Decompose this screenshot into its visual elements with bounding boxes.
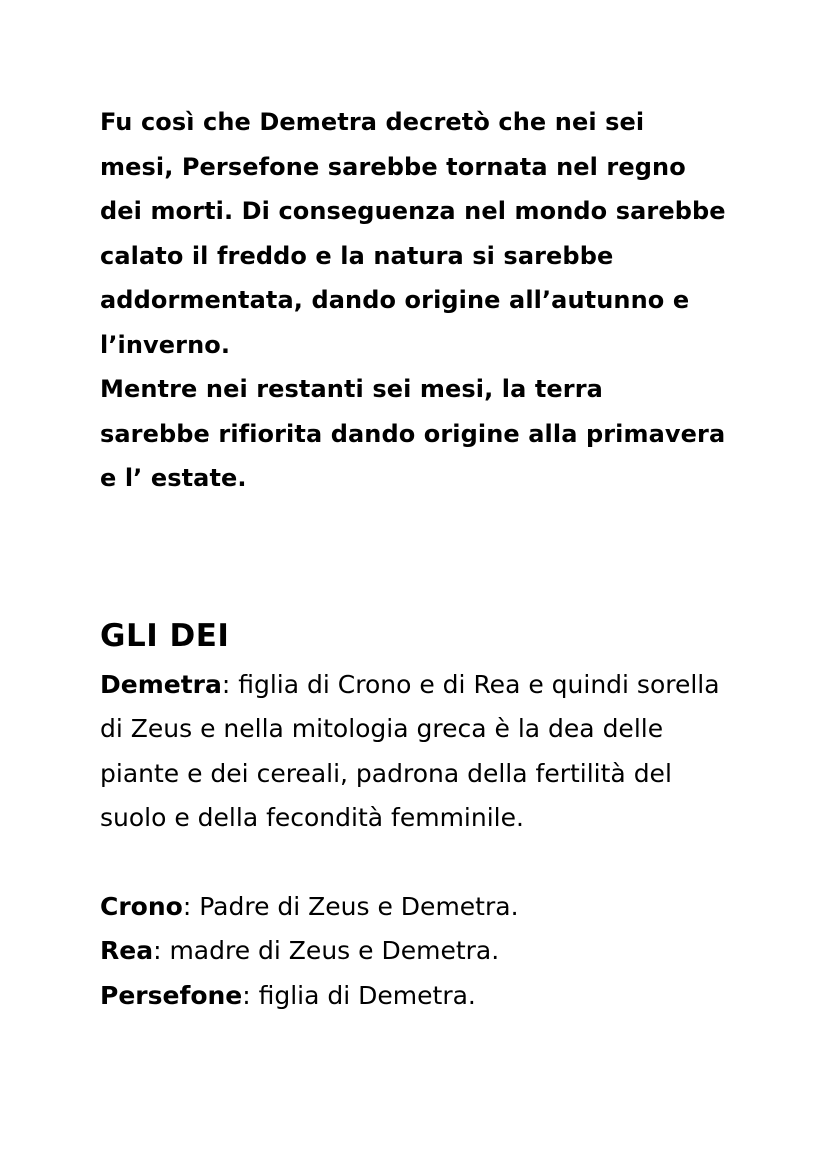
definition-gap bbox=[100, 841, 750, 885]
story-paragraph-2 bbox=[100, 367, 750, 501]
story-line: Mentre nei restanti sei mesi, la terra bbox=[100, 375, 603, 403]
definition-line bbox=[100, 974, 750, 1019]
definition-text: : figlia di Crono e di Rea e quindi sorella bbox=[221, 669, 720, 699]
definition-crono bbox=[100, 885, 750, 930]
definition-line bbox=[100, 929, 750, 974]
term-demetra: Demetra bbox=[100, 669, 222, 699]
definition-line bbox=[100, 885, 750, 930]
section-spacer bbox=[100, 501, 750, 613]
story-line: calato il freddo e la natura si sarebbe bbox=[100, 241, 614, 270]
story-text bbox=[100, 100, 750, 501]
story-paragraph-1 bbox=[100, 100, 750, 367]
story-line: l’inverno. bbox=[100, 330, 231, 359]
term-rea: Rea bbox=[100, 936, 154, 965]
definition-line: di Zeus e nella mitologia greca è la dea delle bbox=[100, 714, 664, 743]
term-persefone: Persefone bbox=[100, 980, 243, 1010]
definition-text: : figlia di Demetra. bbox=[242, 980, 476, 1010]
definition-demetra bbox=[100, 663, 750, 841]
definition-persefone bbox=[100, 974, 750, 1019]
story-line: addormentata, dando origine all’autunno e bbox=[100, 286, 690, 314]
definition-line: suolo e della fecondità femminile. bbox=[100, 803, 524, 832]
definition-text: : madre di Zeus e Demetra. bbox=[153, 936, 500, 965]
document-page bbox=[100, 100, 750, 1018]
definition-text: : Padre di Zeus e Demetra. bbox=[182, 891, 519, 921]
term-crono: Crono bbox=[100, 891, 183, 921]
definition-rea bbox=[100, 929, 750, 974]
story-line: dei morti. Di conseguenza nel mondo sarebbe bbox=[100, 197, 726, 225]
definition-line bbox=[100, 663, 750, 708]
story-line: e l’ estate. bbox=[100, 464, 247, 492]
section-heading: GLI DEI bbox=[100, 617, 230, 654]
definition-line: piante e dei cereali, padrona della fertilità del bbox=[100, 758, 672, 788]
story-line: mesi, Persefone sarebbe tornata nel regno bbox=[100, 152, 686, 181]
story-line: Fu così che Demetra decretò che nei sei bbox=[100, 108, 645, 136]
story-line: sarebbe rifiorita dando origine alla primavera bbox=[100, 419, 726, 448]
